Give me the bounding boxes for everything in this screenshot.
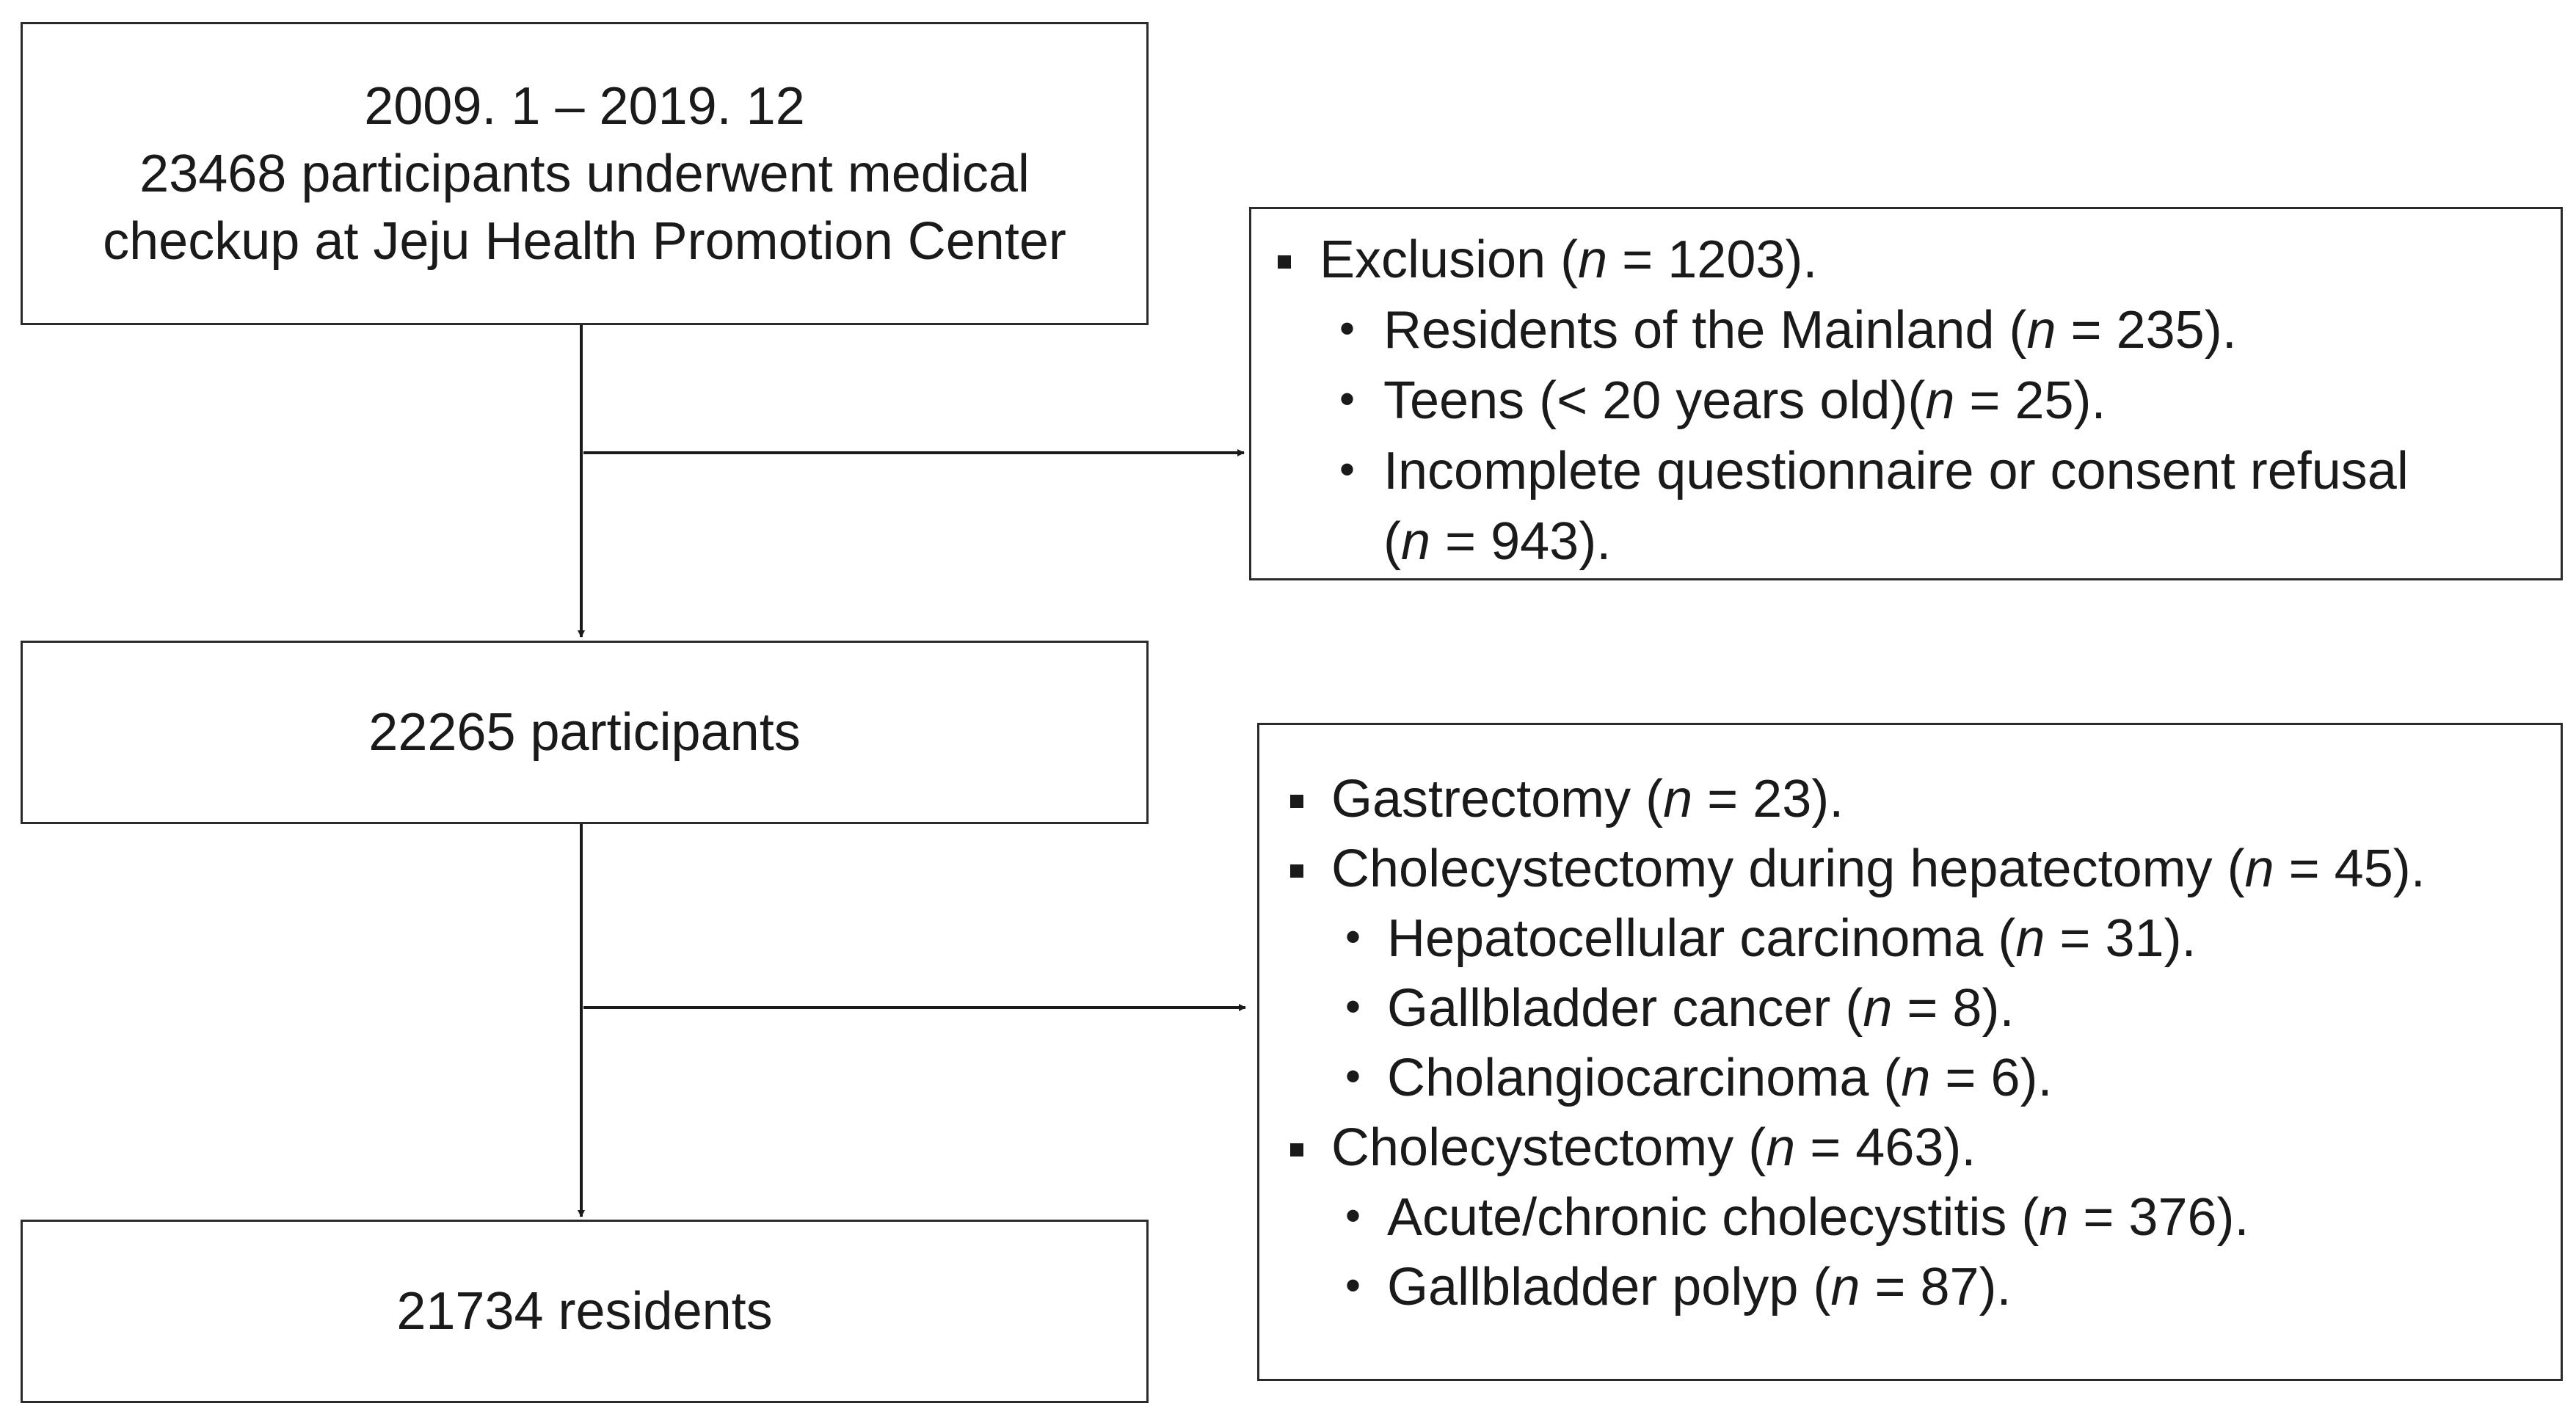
exclusion2-item (1331, 765, 1844, 833)
exclusion1-item (1383, 437, 2409, 505)
box-initial-participants (21, 22, 1149, 325)
item-label: Gallbladder polyp ( (1387, 1258, 1831, 1316)
round-bullet-icon: • (1339, 445, 1356, 494)
item-label: ( (1383, 512, 1401, 571)
square-bullet-icon (1290, 795, 1303, 808)
item-label: Exclusion ( (1320, 230, 1579, 289)
exclusion2-item (1387, 1044, 2052, 1112)
item-count: = 8). (1892, 979, 2015, 1038)
item-n-symbol: n (2244, 839, 2274, 898)
square-bullet-icon (1290, 1143, 1303, 1156)
item-count: = 31). (2045, 909, 2197, 968)
item-n-symbol: n (1400, 512, 1431, 571)
exclusion1-item (1320, 226, 1817, 294)
exclusion2-item (1387, 1253, 2012, 1321)
item-n-symbol: n (1830, 1258, 1860, 1316)
round-bullet-icon: • (1345, 1191, 1361, 1240)
item-count: = 87). (1860, 1258, 2012, 1316)
item-label: Cholecystectomy ( (1331, 1118, 1767, 1177)
exclusion-box-1 (1249, 207, 2563, 580)
exclusion1-item (1383, 367, 2106, 434)
square-bullet-icon (1290, 864, 1303, 878)
final-count-text: 21734 residents (396, 1282, 773, 1341)
item-count: = 235). (2056, 301, 2237, 360)
item-count: = 943). (1430, 512, 1612, 571)
mid-count-text: 22265 participants (368, 703, 801, 762)
square-bullet-icon (1278, 255, 1291, 269)
item-n-symbol: n (2026, 301, 2056, 360)
participants-line-2: checkup at Jeju Health Promotion Center (103, 211, 1066, 271)
item-n-symbol: n (1925, 371, 1955, 430)
item-n-symbol: n (2015, 909, 2045, 968)
item-label: Residents of the Mainland ( (1383, 301, 2027, 360)
exclusion2-item (1387, 975, 2014, 1042)
round-bullet-icon: • (1345, 912, 1361, 961)
exclusion1-item (1383, 296, 2237, 364)
item-count: = 23). (1692, 770, 1844, 828)
item-label: Acute/chronic cholecystitis ( (1387, 1188, 2040, 1247)
round-bullet-icon: • (1339, 374, 1356, 423)
box-after-exclusion-1 (21, 641, 1149, 824)
item-count: = 463). (1795, 1118, 1976, 1177)
item-count: = 1203). (1607, 230, 1818, 289)
item-count: = 376). (2068, 1188, 2249, 1247)
box-final-residents (21, 1220, 1149, 1403)
exclusion-box-2 (1257, 723, 2563, 1381)
round-bullet-icon: • (1339, 304, 1356, 353)
exclusion2-item (1331, 835, 2426, 903)
item-n-symbol: n (1863, 979, 1893, 1038)
item-count: = 45). (2274, 839, 2426, 898)
item-n-symbol: n (1663, 770, 1693, 828)
item-n-symbol: n (1578, 230, 1608, 289)
exclusion2-item (1387, 905, 2197, 972)
round-bullet-icon: • (1345, 1052, 1361, 1101)
exclusion1-item (1383, 508, 1611, 575)
item-label: Incomplete questionnaire or consent refusal (1383, 442, 2409, 500)
item-label: Gallbladder cancer ( (1387, 979, 1863, 1038)
round-bullet-icon: • (1345, 1261, 1361, 1310)
item-label: Teens (< 20 years old)( (1383, 371, 1926, 430)
item-count: = 6). (1930, 1049, 2053, 1107)
item-n-symbol: n (2039, 1188, 2069, 1247)
item-label: Cholangiocarcinoma ( (1387, 1049, 1902, 1107)
exclusion2-item (1387, 1184, 2249, 1251)
item-count: = 25). (1954, 371, 2106, 430)
item-label: Hepatocellular carcinoma ( (1387, 909, 2016, 968)
item-n-symbol: n (1901, 1049, 1931, 1107)
item-label: Cholecystectomy during hepatectomy ( (1331, 839, 2245, 898)
item-label: Gastrectomy ( (1331, 770, 1664, 828)
item-n-symbol: n (1766, 1118, 1796, 1177)
round-bullet-icon: • (1345, 982, 1361, 1031)
exclusion2-item (1331, 1114, 1976, 1181)
period-text: 2009. 1 – 2019. 12 (364, 76, 805, 136)
participants-line-1: 23468 participants underwent medical (139, 144, 1030, 203)
